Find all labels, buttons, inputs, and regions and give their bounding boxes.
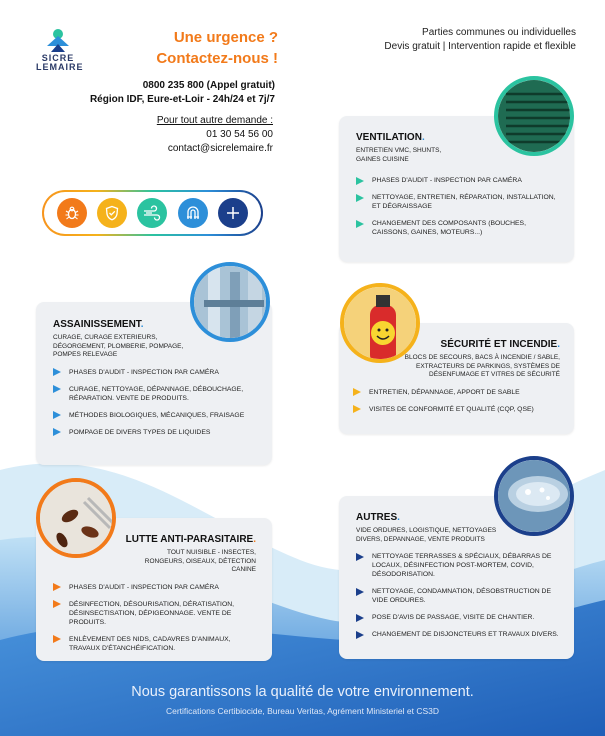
shield-check-icon[interactable] [97,198,127,228]
ventilation-photo [494,76,574,156]
list-item: PHASES D'AUDIT - INSPECTION PAR CAMÉRA [53,583,260,592]
wind-icon[interactable] [137,198,167,228]
securite-photo [340,283,420,363]
list-item: ENLÈVEMENT DES NIDS, CADAVRES D'ANIMAUX, TRAVAUX D'ÉTANCHÉIFICATION. [53,635,260,653]
arrow-icon [356,194,364,202]
footer-title: Nous garantissons la qualité de votre environnement. [131,684,474,700]
tagline [330,26,576,54]
other-contact-block [100,114,273,156]
securite-subtitle: BLOCS DE SECOURS, BACS À INCENDIE / SABLE, EXTRACTEURS DE PARKINGS, SYSTÈMES DE DÉSENFUMAGE ET VITRES DE SÉCURITÉ [404,354,560,378]
other-contact-label: Pour tout autre demande : [156,115,273,126]
list-item: CURAGE, NETTOYAGE, DÉPANNAGE, DÉBOUCHAGE, RÉPARATION. VENTE DE PRODUITS. [53,385,260,403]
service-icons-bar [42,190,263,236]
ventilation-subtitle: ENTRETIEN VMC, SHUNTS, GAINES CUISINE [356,147,442,163]
autres-title: AUTRES. [356,512,400,523]
list-item: MÉTHODES BIOLOGIQUES, MÉCANIQUES, FRAISAGE [53,411,260,420]
pipe-icon[interactable] [178,198,208,228]
urgence-heading [118,27,278,69]
urgence-line1: Une urgence ? [173,29,278,46]
arrow-icon [356,553,364,561]
arrow-icon [53,600,61,608]
lutte-title: LUTTE ANTI-PARASITAIRE. [125,534,256,545]
logo-line2: LEMAIRE [36,62,84,72]
list-item: NETTOYAGE, CONDAMNATION, DÉSOBSTRUCTION DE VIDE ORDURES. [356,587,560,605]
list-item: NETTOYAGE TERRASSES & SPÉCIAUX, DÉBARRAS DE LOCAUX, DÉSINFECTION POST-MORTEM, COVID, DÉSODORISATION. [356,552,560,579]
tagline-line1: Parties communes ou individuelles [422,27,576,38]
logo-mark-icon [43,26,73,54]
arrow-icon [53,583,61,591]
logo-line1: SICRE [41,53,75,63]
emergency-phone-block [60,79,275,107]
arrow-icon [356,614,364,622]
arrow-icon [353,388,361,396]
bug-icon[interactable] [57,198,87,228]
list-item: VISITES DE CONFORMITÉ ET QUALITÉ (CQP, QSE) [353,405,560,414]
lutte-photo [36,478,116,558]
list-item: POMPAGE DE DIVERS TYPES DE LIQUIDES [53,428,260,437]
arrow-icon [356,177,364,185]
tagline-line2: Devis gratuit | Intervention rapide et flexible [384,41,576,52]
list-item: PHASES D'AUDIT - INSPECTION PAR CAMÉRA [53,368,260,377]
arrow-icon [356,631,364,639]
contact-email[interactable]: contact@sicrelemaire.fr [167,143,273,154]
assainissement-photo [190,262,270,342]
lutte-subtitle: TOUT NUISIBLE - INSECTES, RONGEURS, OISEAUX, DÉTECTION CANINE [144,549,256,573]
company-logo [36,26,84,72]
autres-subtitle: VIDE ORDURES, LOGISTIQUE, NETTOYAGES DIVERS, DEPANNAGE, VENTE PRODUITS [356,527,497,543]
list-item: ENTRETIEN, DÉPANNAGE, APPORT DE SABLE [353,388,560,397]
emergency-phone[interactable]: 0800 235 800 (Appel gratuit) [142,80,275,91]
arrow-icon [53,635,61,643]
list-item: DÉSINFECTION, DÉSOURISATION, DÉRATISATION, DÉSINSECTISATION, DÉPIGEONNAGE. VENTE DE PRODUITS. [53,600,260,627]
urgence-line2: Contactez-nous ! [156,50,278,67]
assainissement-subtitle: CURAGE, CURAGE EXTERIEURS, DÉGORGEMENT, PLOMBERIE, POMPAGE, POMPES RELEVAGE [53,334,184,358]
securite-title: SÉCURITÉ ET INCENDIE. [440,339,560,350]
list-item: NETTOYAGE, ENTRETIEN, RÉPARATION, INSTALLATION, ET DÉGRAISSAGE [356,193,560,211]
arrow-icon [353,405,361,413]
arrow-icon [356,220,364,228]
list-item: PHASES D'AUDIT - INSPECTION PAR CAMÉRA [356,176,560,185]
arrow-icon [356,588,364,596]
arrow-icon [53,411,61,419]
ventilation-title: VENTILATION. [356,132,425,143]
arrow-icon [53,368,61,376]
arrow-icon [53,428,61,436]
autres-photo [494,456,574,536]
service-area: Région IDF, Eure-et-Loir - 24h/24 et 7j/7 [89,94,275,105]
assainissement-title: ASSAINISSEMENT. [53,319,144,330]
arrow-icon [53,385,61,393]
footer-certifications: Certifications Certibiocide, Bureau Veritas, Agrément Ministeriel et CS3D [165,706,440,716]
list-item: CHANGEMENT DE DISJONCTEURS ET TRAVAUX DIVERS. [356,630,560,639]
office-phone[interactable]: 01 30 54 56 00 [206,129,273,140]
list-item: CHANGEMENT DES COMPOSANTS (BOUCHES, CAISSONS, GAINES, MOTEURS...) [356,219,560,237]
list-item: POSE D'AVIS DE PASSAGE, VISITE DE CHANTIER. [356,613,560,622]
plus-icon[interactable] [218,198,248,228]
